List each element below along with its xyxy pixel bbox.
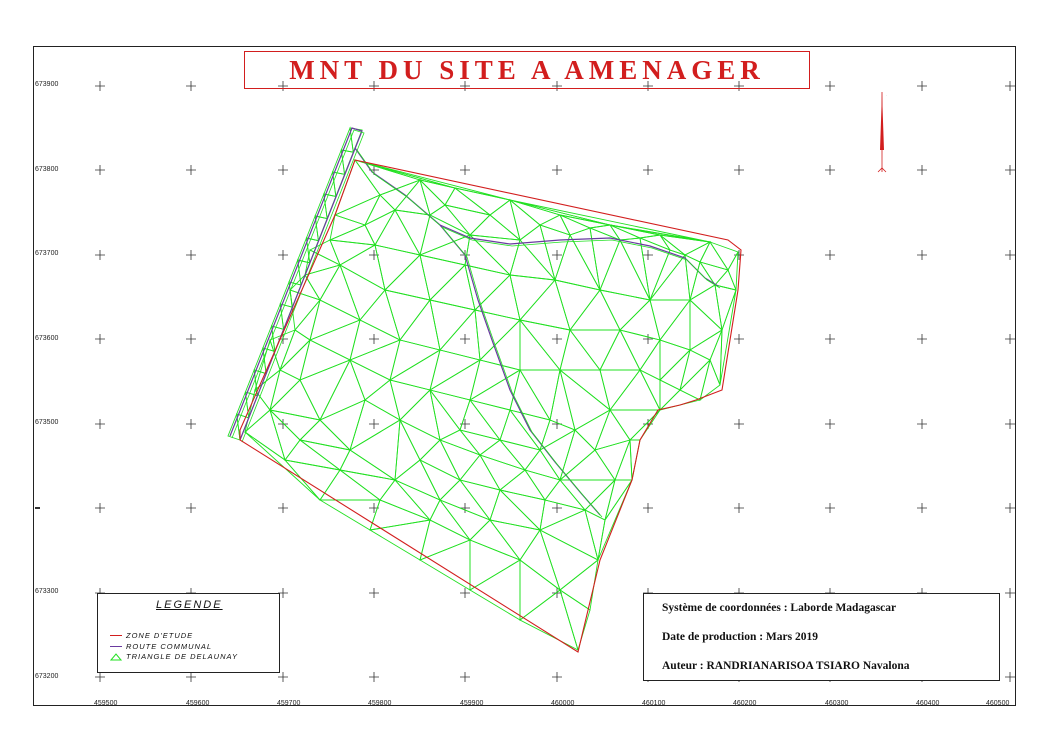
grid-cross xyxy=(460,419,470,429)
x-label: 459900 xyxy=(460,700,484,707)
delaunay-triangle xyxy=(390,340,440,380)
grid-cross xyxy=(460,165,470,175)
delaunay-triangle xyxy=(310,320,360,360)
delaunay-triangle xyxy=(600,330,640,370)
delaunay-triangle xyxy=(520,280,570,330)
delaunay-triangle xyxy=(440,310,480,360)
delaunay-triangle xyxy=(324,194,336,219)
delaunay-triangle xyxy=(350,340,400,380)
delaunay-triangle xyxy=(350,320,400,360)
grid-cross xyxy=(1005,672,1015,682)
grid-cross xyxy=(734,503,744,513)
x-label: 459800 xyxy=(368,700,392,707)
grid-cross xyxy=(734,165,744,175)
grid-cross xyxy=(552,672,562,682)
delaunay-triangle xyxy=(280,330,310,370)
delaunay-triangle xyxy=(320,500,380,530)
grid-cross xyxy=(825,81,835,91)
legend-label: ZONE D'ETUDE xyxy=(126,631,194,640)
delaunay-triangle xyxy=(480,455,525,490)
grid-cross xyxy=(643,503,653,513)
delaunay-triangle xyxy=(690,285,722,330)
grid-cross xyxy=(825,503,835,513)
delaunay-triangle xyxy=(460,430,500,455)
map-title: MNT DU SITE A AMENAGER xyxy=(289,54,765,85)
legend-title: LEGENDE xyxy=(156,599,223,611)
delaunay-triangle xyxy=(395,210,430,255)
triangle-icon xyxy=(110,653,122,661)
x-label: 460400 xyxy=(916,700,940,707)
y-label: 673600 xyxy=(35,335,59,342)
route-edge xyxy=(357,150,720,288)
delaunay-triangle xyxy=(660,390,700,410)
title-box xyxy=(244,51,810,89)
author-text: Auteur : RANDRIANARISOA TSIARO Navalona xyxy=(662,660,910,672)
delaunay-triangle xyxy=(650,300,690,340)
delaunay-triangle xyxy=(400,300,440,350)
delaunay-triangle xyxy=(470,520,520,560)
delaunay-triangle xyxy=(270,380,320,420)
delaunay-triangle xyxy=(520,225,555,280)
legend-label: TRIANGLE DE DELAUNAY xyxy=(126,652,238,661)
grid-cross xyxy=(460,672,470,682)
delaunay-triangle xyxy=(420,255,465,300)
delaunay-triangle xyxy=(385,290,430,340)
grid-cross xyxy=(643,165,653,175)
delaunay-triangle xyxy=(390,350,440,390)
grid-cross xyxy=(369,588,379,598)
grid-cross xyxy=(95,165,105,175)
delaunay-triangle xyxy=(330,215,365,240)
delaunay-triangle xyxy=(540,430,575,480)
delaunay-triangle xyxy=(660,340,690,380)
grid-cross xyxy=(1005,503,1015,513)
delaunay-triangle xyxy=(237,414,249,440)
grid-cross xyxy=(186,334,196,344)
grid-cross xyxy=(95,503,105,513)
x-label: 459600 xyxy=(186,700,210,707)
grid-cross xyxy=(95,419,105,429)
delaunay-triangle xyxy=(430,360,480,400)
x-label: 460500 xyxy=(986,700,1010,707)
delaunay-triangle xyxy=(295,300,320,340)
delaunay-triangle xyxy=(280,340,310,380)
grid-cross xyxy=(917,81,927,91)
grid-cross xyxy=(825,334,835,344)
delaunay-triangle xyxy=(350,360,390,400)
delaunay-triangle xyxy=(520,320,560,370)
grid-cross xyxy=(186,503,196,513)
y-label: 673200 xyxy=(35,673,59,680)
delaunay-triangle xyxy=(500,470,545,500)
grid-cross xyxy=(278,165,288,175)
delaunay-triangle xyxy=(350,400,400,450)
north-label: · xyxy=(886,93,887,97)
delaunay-triangle xyxy=(610,410,660,440)
delaunay-triangle xyxy=(490,200,520,240)
legend-item-route xyxy=(110,642,212,651)
delaunay-triangle xyxy=(270,330,295,370)
delaunay-triangle xyxy=(520,320,570,370)
grid-cross xyxy=(186,81,196,91)
delaunay-triangle xyxy=(420,540,470,590)
delaunay-triangle xyxy=(465,265,510,310)
delaunay-triangle xyxy=(350,420,400,480)
delaunay-triangle xyxy=(650,255,690,300)
delaunay-triangle xyxy=(520,560,560,620)
grid-cross xyxy=(95,250,105,260)
delaunay-triangle xyxy=(600,290,650,330)
delaunay-triangle xyxy=(400,420,440,460)
legend-swatch-zone xyxy=(110,635,122,636)
x-label: 459700 xyxy=(277,700,301,707)
x-label: 459500 xyxy=(94,700,118,707)
grid-cross xyxy=(917,503,927,513)
delaunay-triangle xyxy=(500,490,545,530)
delaunay-triangle xyxy=(430,300,475,350)
grid-cross xyxy=(1005,334,1015,344)
north-arrow-icon xyxy=(878,92,886,172)
delaunay-triangle xyxy=(500,440,540,470)
grid-crosses xyxy=(95,81,1015,682)
legend-item-triangle xyxy=(110,652,238,661)
coord-system-text: Système de coordonnées : Laborde Madagascar xyxy=(662,602,897,614)
grid-cross xyxy=(369,672,379,682)
delaunay-triangle xyxy=(570,228,600,290)
grid-cross xyxy=(552,165,562,175)
grid-cross xyxy=(1005,250,1015,260)
production-date-text: Date de production : Mars 2019 xyxy=(662,631,818,643)
delaunay-triangle xyxy=(520,530,560,590)
y-tick-mark xyxy=(35,507,40,509)
delaunay-triangulation xyxy=(228,128,738,650)
grid-cross xyxy=(278,419,288,429)
delaunay-triangle xyxy=(300,440,350,470)
delaunay-triangle xyxy=(289,282,301,307)
delaunay-triangle xyxy=(595,440,630,480)
legend-swatch-route xyxy=(110,646,122,647)
y-label: 673700 xyxy=(35,250,59,257)
delaunay-triangle xyxy=(728,252,738,290)
delaunay-triangle xyxy=(395,460,440,500)
delaunay-triangle xyxy=(545,480,585,510)
info-box xyxy=(643,593,1000,681)
x-label: 460300 xyxy=(825,700,849,707)
grid-cross xyxy=(643,250,653,260)
grid-cross xyxy=(186,250,196,260)
grid-cross xyxy=(1005,81,1015,91)
delaunay-triangle xyxy=(380,480,430,520)
legend xyxy=(97,593,280,673)
delaunay-triangle xyxy=(575,410,610,450)
delaunay-triangle xyxy=(298,260,310,285)
delaunay-triangle xyxy=(470,370,520,410)
legend-label: ROUTE COMMUNAL xyxy=(126,642,213,651)
delaunay-triangle xyxy=(355,160,420,195)
delaunay-triangle xyxy=(600,370,640,410)
delaunay-triangle xyxy=(475,275,520,320)
grid-cross xyxy=(917,334,927,344)
delaunay-triangle xyxy=(685,242,710,262)
delaunay-triangle xyxy=(370,500,430,530)
delaunay-triangle xyxy=(430,350,480,390)
delaunay-triangle xyxy=(285,440,340,470)
delaunay-triangle xyxy=(285,460,340,500)
grid-cross xyxy=(278,503,288,513)
delaunay-triangle xyxy=(460,455,500,490)
delaunay-triangle xyxy=(710,330,722,385)
delaunay-triangle xyxy=(540,225,570,280)
grid-cross xyxy=(917,419,927,429)
delaunay-triangle xyxy=(510,370,550,420)
x-label: 460200 xyxy=(733,700,757,707)
grid-cross xyxy=(825,165,835,175)
grid-cross xyxy=(278,672,288,682)
grid-cross xyxy=(1005,419,1015,429)
delaunay-triangle xyxy=(560,560,598,610)
grid-cross xyxy=(186,419,196,429)
delaunay-triangle xyxy=(390,380,430,420)
delaunay-triangle xyxy=(375,245,420,290)
delaunay-triangle xyxy=(330,240,375,265)
delaunay-triangle xyxy=(263,348,275,374)
grid-cross xyxy=(825,250,835,260)
grid-cross xyxy=(643,334,653,344)
delaunay-triangle xyxy=(620,330,660,370)
delaunay-triangle xyxy=(490,490,540,530)
delaunay-triangle xyxy=(430,390,460,440)
delaunay-triangle xyxy=(570,290,620,330)
x-label: 460100 xyxy=(642,700,666,707)
grid-cross xyxy=(1005,165,1015,175)
delaunay-triangle xyxy=(560,450,615,480)
delaunay-triangle xyxy=(355,160,510,200)
delaunay-triangle xyxy=(455,188,510,215)
y-label: 673800 xyxy=(35,166,59,173)
delaunay-triangle xyxy=(640,340,660,380)
delaunay-triangle xyxy=(520,370,560,420)
grid-cross xyxy=(369,334,379,344)
delaunay-triangle xyxy=(470,540,520,590)
delaunay-triangle xyxy=(620,238,650,300)
delaunay-triangle xyxy=(330,225,375,245)
delaunay-triangle xyxy=(360,290,400,340)
delaunay-triangle xyxy=(720,290,736,385)
grid-cross xyxy=(917,250,927,260)
delaunay-triangle xyxy=(335,160,380,215)
grid-cross xyxy=(1005,588,1015,598)
grid-cross xyxy=(734,419,744,429)
delaunay-triangle xyxy=(560,330,600,370)
delaunay-triangle xyxy=(380,180,420,210)
grid-cross xyxy=(552,334,562,344)
delaunay-triangle xyxy=(690,330,722,360)
delaunay-triangle xyxy=(540,420,575,450)
delaunay-triangle xyxy=(420,440,460,480)
delaunay-triangle xyxy=(660,300,690,350)
delaunay-triangle xyxy=(310,300,360,340)
delaunay-triangle xyxy=(585,510,605,560)
delaunay-triangle xyxy=(510,275,555,320)
delaunay-triangle xyxy=(700,360,720,400)
delaunay-triangle xyxy=(445,188,490,215)
grid-cross xyxy=(186,672,196,682)
grid-cross xyxy=(95,81,105,91)
delaunay-triangle xyxy=(245,410,285,460)
legend-item-zone xyxy=(110,631,193,640)
x-label: 460000 xyxy=(551,700,575,707)
grid-cross xyxy=(95,334,105,344)
delaunay-triangle xyxy=(290,275,320,300)
delaunay-triangle xyxy=(460,480,500,520)
delaunay-triangle xyxy=(395,420,420,480)
delaunay-triangle xyxy=(430,265,475,310)
delaunay-triangle xyxy=(690,262,715,300)
delaunay-triangle xyxy=(555,280,600,330)
y-label: 673300 xyxy=(35,588,59,595)
delaunay-triangle xyxy=(385,255,430,300)
delaunay-triangle xyxy=(340,265,385,320)
route-communal xyxy=(230,128,720,517)
grid-cross xyxy=(552,503,562,513)
grid-cross xyxy=(95,672,105,682)
delaunay-triangle xyxy=(700,262,728,285)
grid-cross xyxy=(825,419,835,429)
delaunay-triangle xyxy=(440,440,480,480)
delaunay-triangle xyxy=(420,180,455,205)
grid-cross xyxy=(369,419,379,429)
y-label: 673500 xyxy=(35,419,59,426)
grid-cross xyxy=(552,250,562,260)
delaunay-triangle xyxy=(430,500,470,540)
delaunay-triangle xyxy=(560,430,595,480)
delaunay-triangle xyxy=(270,370,300,410)
grid-cross xyxy=(734,334,744,344)
grid-cross xyxy=(917,165,927,175)
delaunay-triangle xyxy=(420,520,470,560)
y-label: 673900 xyxy=(35,81,59,88)
delaunay-triangle xyxy=(585,480,615,520)
delaunay-triangle xyxy=(620,300,660,340)
grid-cross xyxy=(460,334,470,344)
grid-cross xyxy=(186,165,196,175)
grid-cross xyxy=(278,250,288,260)
delaunay-triangle xyxy=(680,360,710,400)
